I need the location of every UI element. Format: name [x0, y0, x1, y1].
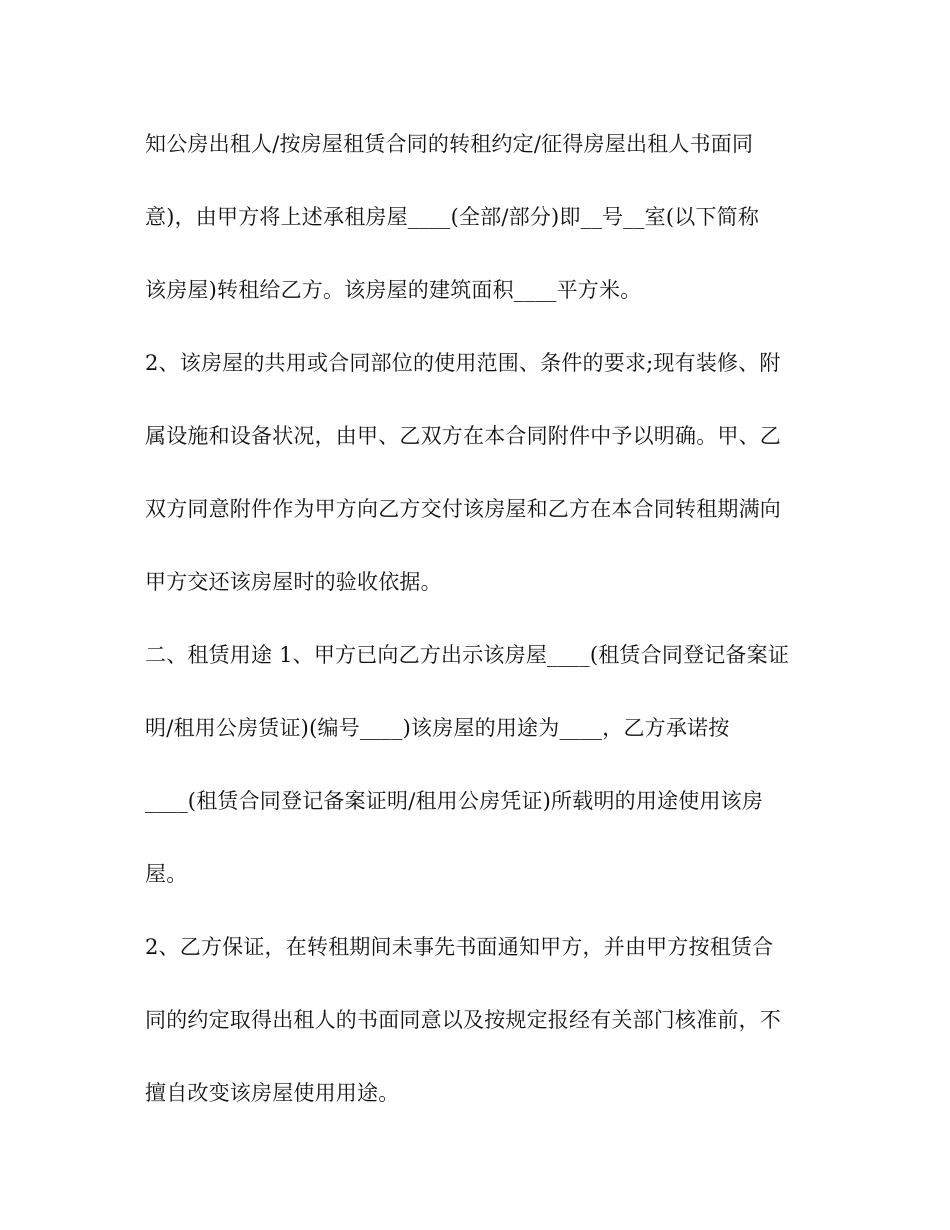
text-line: 二、租赁用途 1、甲方已向乙方出示该房屋____(租赁合同登记备案证 — [145, 643, 790, 667]
text-line: 意)，由甲方将上述承租房屋____(全部/部分)即__号__室(以下简称 — [145, 205, 760, 229]
text-line: 屋。 — [145, 862, 188, 886]
contract-text — [145, 118, 825, 1140]
text-line: 属设施和设备状况，由甲、乙双方在本合同附件中予以明确。甲、乙 — [145, 424, 781, 448]
text-line: 2、乙方保证，在转租期间未事先书面通知甲方，并由甲方按租赁合 — [145, 935, 774, 959]
text-line: ____(租赁合同登记备案证明/租用公房凭证)所载明的用途使用该房 — [145, 789, 764, 813]
text-line: 同的约定取得出租人的书面同意以及按规定报经有关部门核准前，不 — [145, 1008, 781, 1032]
text-line: 双方同意附件作为甲方向乙方交付该房屋和乙方在本合同转租期满向 — [145, 497, 781, 521]
text-line: 知公房出租人/按房屋租赁合同的转租约定/征得房屋出租人书面同 — [145, 132, 754, 156]
text-line: 明/租用公房赁证)(编号____)该房屋的用途为____，乙方承诺按 — [145, 716, 730, 740]
text-line: 2、该房屋的共用或合同部位的使用范围、条件的要求;现有装修、附 — [145, 351, 781, 375]
text-line: 该房屋)转租给乙方。该房屋的建筑面积____平方米。 — [145, 278, 642, 302]
text-line: 甲方交还该房屋时的验收依据。 — [145, 570, 442, 594]
text-line: 擅自改变该房屋使用用途。 — [145, 1081, 400, 1105]
